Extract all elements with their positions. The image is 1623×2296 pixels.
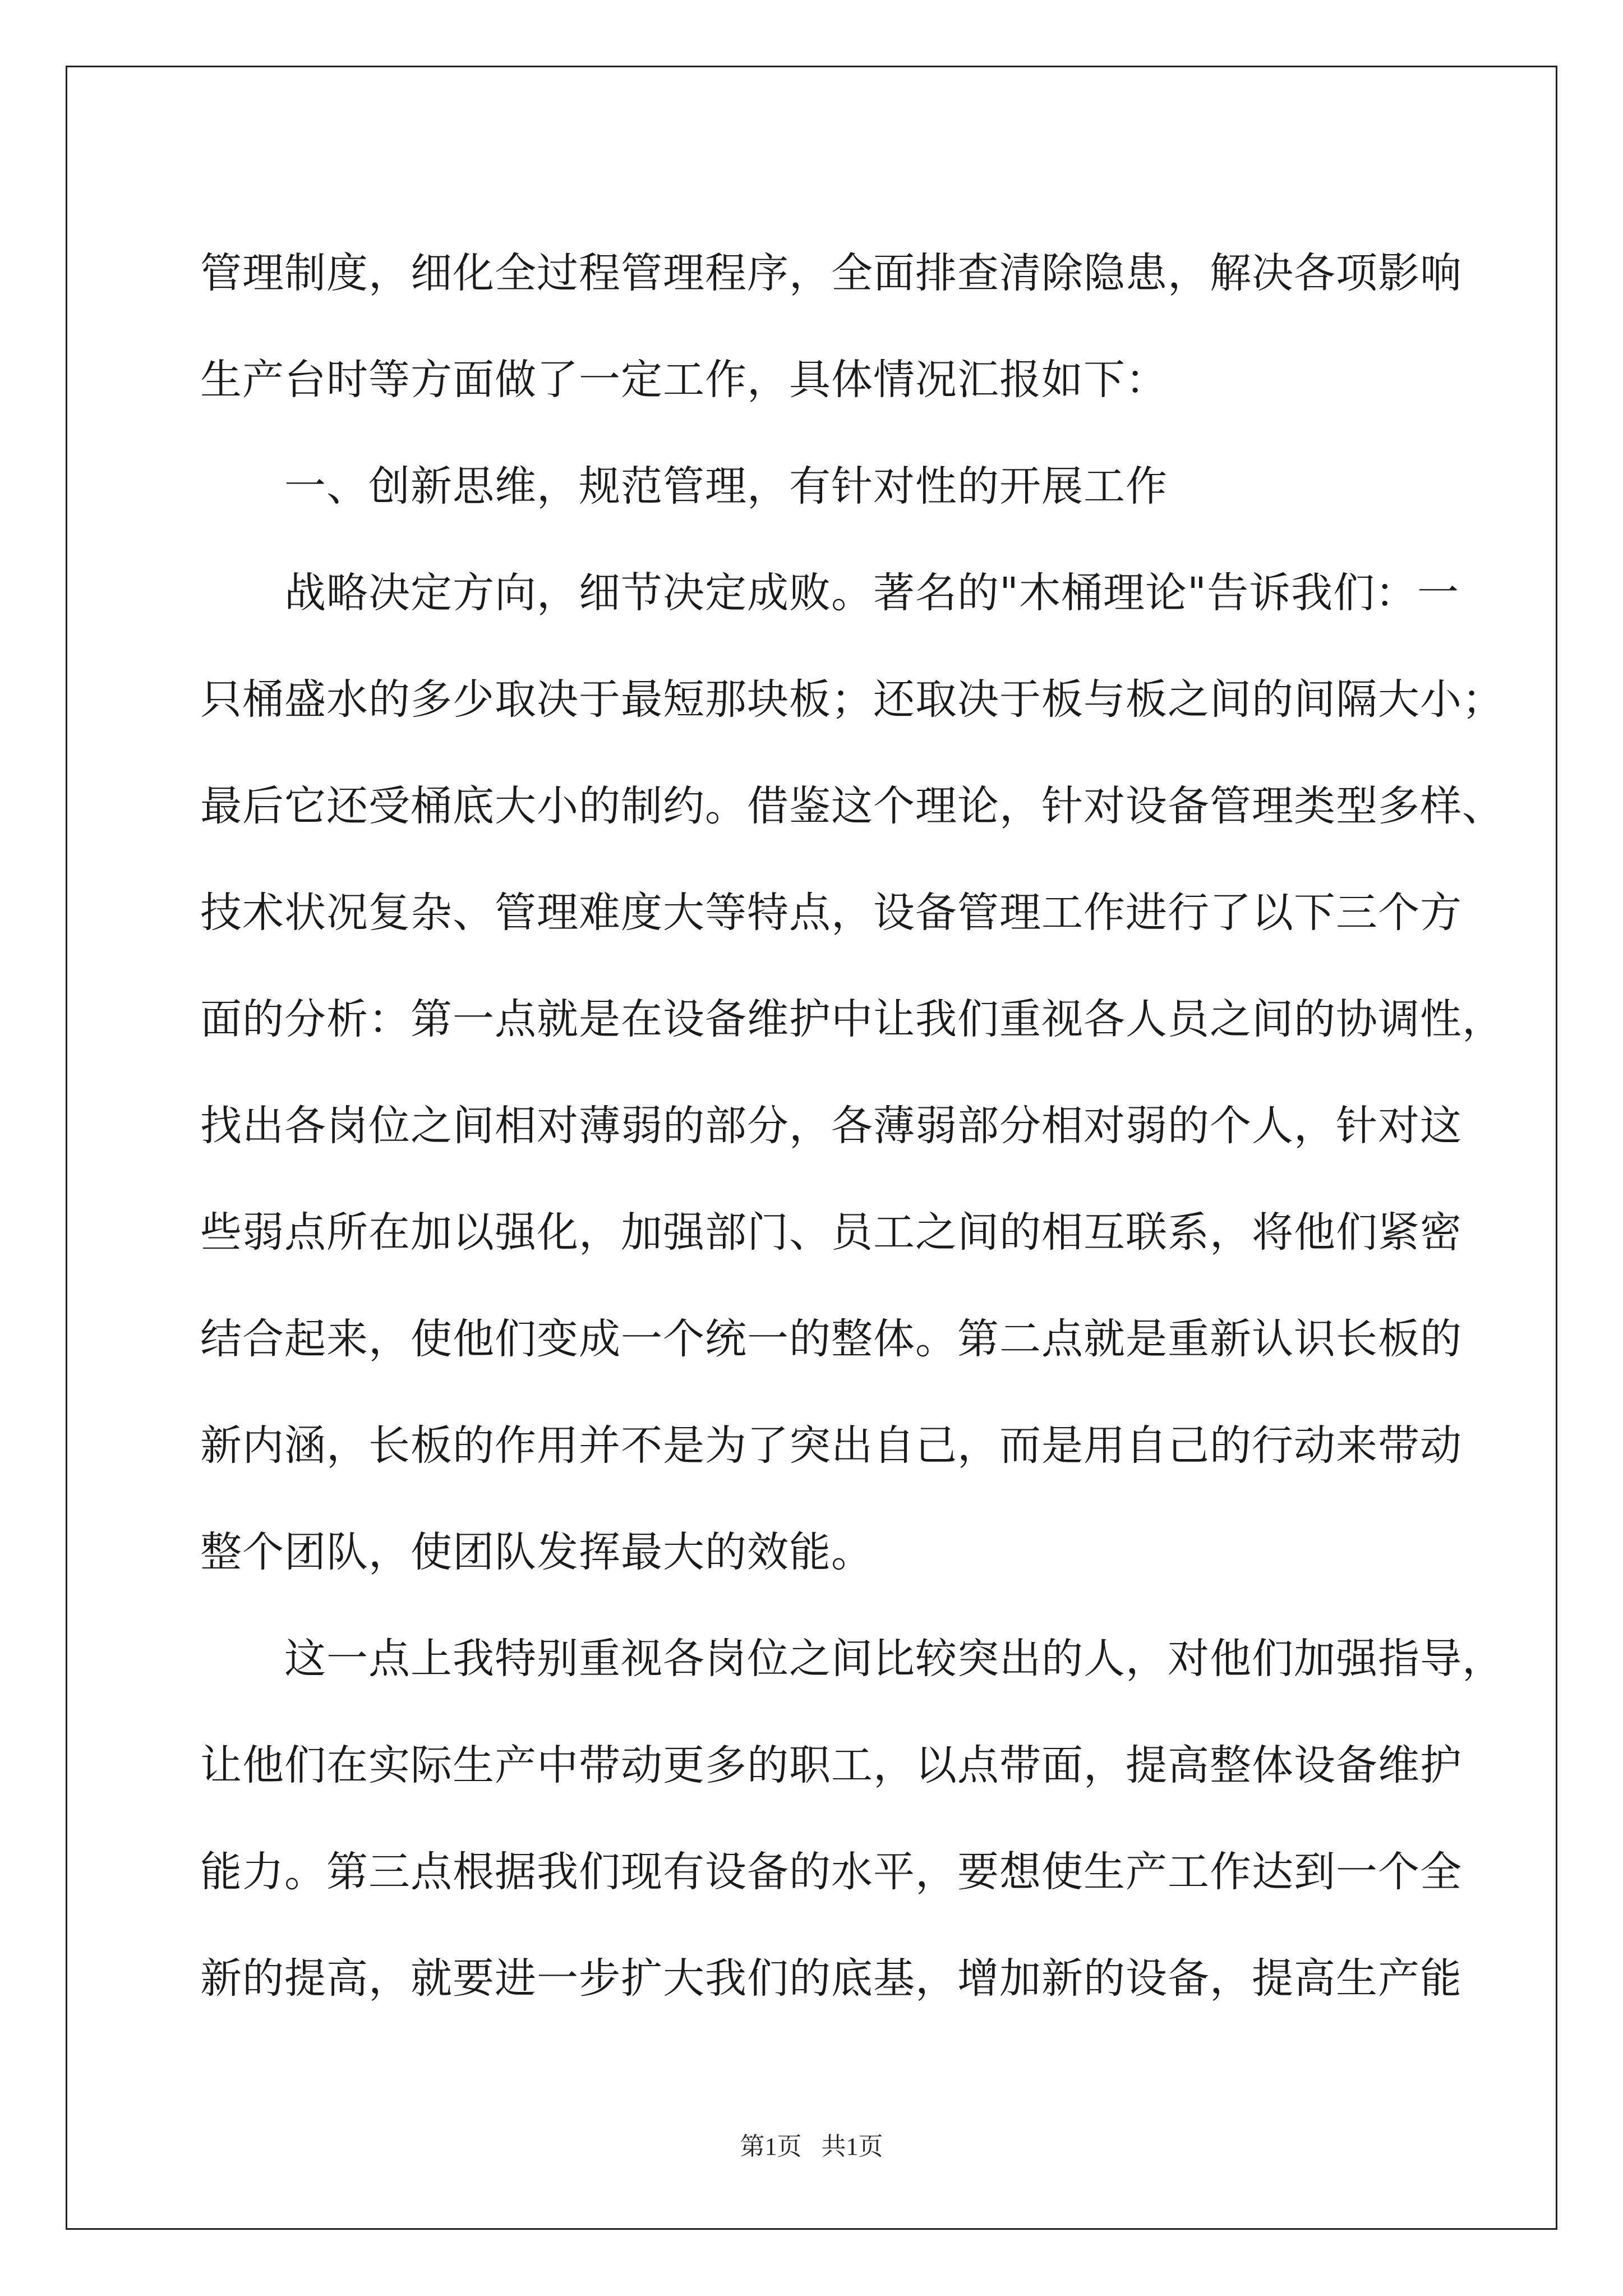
text-line: 这一点上我特别重视各岗位之间比较突出的人，对他们加强指导， <box>284 1635 1504 1683</box>
section-heading: 一、创新思维，规范管理，有针对性的开展工作 <box>284 462 1168 510</box>
text-line: 结合起来，使他们变成一个统一的整体。第二点就是重新认识长板的 <box>200 1315 1462 1363</box>
text-line: 最后它还受桶底大小的制约。借鉴这个理论，针对设备管理类型多样、 <box>200 782 1504 830</box>
page-number: 第1页 <box>740 2133 802 2160</box>
text-line: 管理制度，细化全过程管理程序，全面排查清除隐患，解决各项影响 <box>200 249 1462 297</box>
text-line: 些弱点所在加以强化，加强部门、员工之间的相互联系，将他们紧密 <box>200 1208 1462 1257</box>
page-footer <box>0 2126 1623 2162</box>
text-line: 面的分析：第一点就是在设备维护中让我们重视各人员之间的协调性， <box>200 995 1504 1043</box>
page-total: 共1页 <box>821 2133 883 2160</box>
text-line: 整个团队，使团队发挥最大的效能。 <box>200 1528 873 1576</box>
text-line: 只桶盛水的多少取决于最短那块板；还取决于板与板之间的间隔大小； <box>200 675 1504 724</box>
text-line: 能力。第三点根据我们现有设备的水平，要想使生产工作达到一个全 <box>200 1848 1462 1896</box>
document-body <box>200 220 1504 2032</box>
text-line: 新的提高，就要进一步扩大我们的底基，增加新的设备，提高生产能 <box>200 1954 1462 2003</box>
text-line: 生产台时等方面做了一定工作，具体情况汇报如下： <box>200 356 1168 404</box>
text-line: 找出各岗位之间相对薄弱的部分，各薄弱部分相对弱的个人，针对这 <box>200 1102 1462 1150</box>
text-line: 新内涵，长板的作用并不是为了突出自己，而是用自己的行动来带动 <box>200 1421 1462 1470</box>
text-line: 技术状况复杂、管理难度大等特点，设备管理工作进行了以下三个方 <box>200 889 1462 937</box>
text-line: 让他们在实际生产中带动更多的职工，以点带面，提高整体设备维护 <box>200 1741 1462 1789</box>
text-line: 战略决定方向，细节决定成败。著名的"木桶理论"告诉我们：一 <box>284 569 1460 617</box>
